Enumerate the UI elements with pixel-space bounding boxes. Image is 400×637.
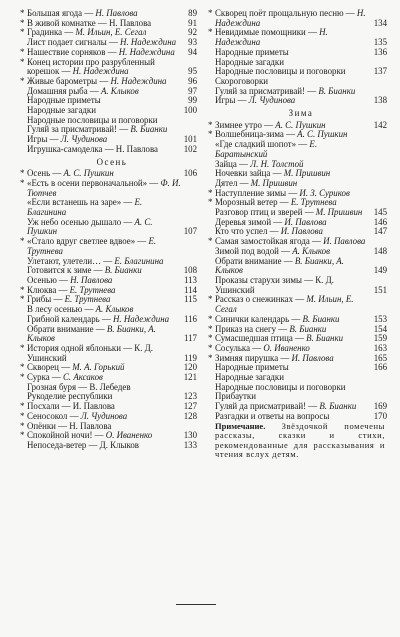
page-number: 93 [188,37,197,48]
entry-author: Е. Трутнева [290,197,337,208]
page-number: 146 [373,216,387,227]
entry-title: Рассказ о снежинках — [215,294,307,305]
asterisk-icon: * [208,187,213,198]
asterisk-icon: * [20,410,25,421]
entry-title: Сеносокол — [27,410,81,421]
page-number: 97 [188,85,197,96]
entry-author: Е. Трутнева [64,294,111,305]
page-number: 165 [373,352,387,363]
page-number: 130 [183,430,197,441]
entry-author: В. Бианки [130,124,168,135]
entry-title: Ночевки зайца — [215,168,284,179]
page-number: 134 [373,17,387,28]
entry-author: Е. Трутнева [69,284,116,295]
entry-author: Н. Надеждина [215,8,366,28]
entry-author: Л. Чудинова [60,134,108,145]
entry-title: Рукоделие республики [27,391,113,402]
page-number: 114 [184,284,197,295]
entry-title: Морозный ветер — [215,197,291,208]
page-number: 95 [188,66,197,77]
entry-title: Спокойной ночи! — [27,430,106,441]
entry-author: О. Иваненко [105,430,153,441]
page-number: 96 [188,75,197,86]
page-number: 145 [373,207,387,218]
entry-title: В лесу осенью — [27,304,96,315]
entry-title: Скороговорки [215,75,269,86]
asterisk-icon: * [208,323,213,334]
page-number: 99 [188,95,197,106]
entry-title: Готовится к зиме — [27,265,105,276]
asterisk-icon: * [20,294,25,305]
page-divider-rule [176,604,216,605]
entry-author: Л. Н. Толстой [250,158,304,169]
entry-title: Игры — [27,134,61,145]
asterisk-icon: * [208,294,213,305]
entry-title: Народные приметы [27,95,101,106]
entry-title: Народные приметы [215,46,289,57]
entry-author: М. А. Горький [72,362,125,373]
entry-author: А. С. Пушкин [297,129,348,140]
entry-title: Осенью — [27,274,71,285]
page-number: 137 [373,66,387,77]
page-number: 147 [373,226,387,237]
entry-author: М. Ильин, Е. Сегал [215,294,354,315]
asterisk-icon: * [20,401,25,412]
asterisk-icon: * [20,362,25,373]
entry-author: И. З. Суриков [299,187,350,198]
asterisk-icon: * [208,342,213,353]
entry-title: «Если встанешь на заре» — [27,197,135,208]
asterisk-icon: * [20,372,25,383]
entry-author: Е. Благинина [114,255,164,266]
asterisk-icon: * [20,168,25,179]
entry-author: Н. Надеждина [113,313,170,324]
entry-title: Зайца — [215,158,251,169]
entry-author: В. Бианки [319,401,357,412]
entry-author: Н. Надеждина [72,66,129,77]
page-number: 115 [184,294,197,305]
entry-title: Грибы — [27,294,65,305]
asterisk-icon: * [20,75,25,86]
page-number: 138 [373,95,387,106]
entry-title: Разговор птиц и зверей — [215,207,316,218]
entry-title: Деревья зимой — [215,216,285,227]
entry-author: Е. Благинина [27,197,143,218]
entry-title: Опёнки — Н. Павлова [27,420,112,431]
page-number: 106 [183,168,197,179]
page-number: 89 [188,8,197,18]
entry-title: Обрати внимание — [215,255,295,266]
entry-title: Наступление зимы — [215,187,300,198]
entry-title: Живые барометры — [27,75,111,86]
entry-author: М. Пришвин [315,207,363,218]
toc-entry [215,140,387,159]
entry-title: Конец истории про разрубленный корешок — [27,56,155,77]
toc-entry [215,257,387,276]
entry-author: Ф. И. Тютчев [27,177,181,198]
entry-author: Л. Чудинова [80,410,128,421]
toc-entry [27,218,197,237]
entry-title: Сурка — [27,372,64,383]
asterisk-icon: * [20,46,25,57]
entry-title: Зимняя пирушка — [215,352,292,363]
toc-entry [215,96,387,106]
entry-title: Народные пословицы и поговорки [27,114,158,125]
page-number: 135 [373,37,387,48]
left-entries-after [20,168,197,450]
asterisk-icon: * [208,352,213,363]
entry-author: М. Пришвин [250,177,298,188]
toc-entry [20,342,197,363]
asterisk-icon: * [20,284,25,295]
page-number: 102 [183,143,197,154]
page-number: 153 [373,313,387,324]
page-number: 123 [183,391,197,402]
footnote-label: Примечание. [215,420,266,431]
entry-title: Синички календарь — [215,313,303,324]
entry-title: Проказы старухи зимы — К. Д. Ушинский [215,274,334,295]
entry-author: Н. Надеждина [110,75,167,86]
entry-title: Народные загадки [27,105,96,116]
toc-right-column [208,8,387,460]
page-number: 163 [373,342,387,353]
entry-title: Гуляй за присматривай! — [215,85,319,96]
entry-author: Л. Чудинова [248,95,296,106]
page-number: 91 [188,17,197,28]
toc-left-column [20,8,197,451]
entry-title: Прибаутки [215,391,256,402]
asterisk-icon: * [208,119,213,130]
entry-title: Игрушка-самоделка — Н. Павлова [27,143,158,154]
asterisk-icon: * [20,420,25,431]
page-number: 148 [373,245,387,256]
entry-title: Народные пословицы и поговорки [215,66,346,77]
page-number: 117 [184,333,197,344]
toc-entry [27,198,197,217]
entry-author: М. Ильин, Е. Сегал [75,27,147,38]
entry-author: С. Аксаков [63,372,103,383]
entry-author: О. Иваненко [263,342,310,353]
asterisk-icon: * [20,177,25,188]
toc-entry [215,276,387,295]
entry-title: Народные пословицы и поговорки [215,381,346,392]
toc-entry [27,145,197,155]
asterisk-icon: * [20,17,25,28]
entry-author: Н. Павлова [95,8,138,18]
footnote [215,422,387,460]
entry-title: Волшебница-зима — [215,129,298,140]
entry-title: Грозная буря — В. Лебедев [27,381,131,392]
entry-author: Е. Трутнева [27,236,157,256]
footnote-text: Звёздочкой помечены рассказы, сказки и стихи, рекомендованные для рассказывания и чтения вслух детям. [215,420,385,460]
entry-author: А. Клыков [292,245,330,256]
entry-author: Н. Надеждина [120,37,177,48]
asterisk-icon: * [208,236,213,247]
page-number: 154 [373,323,387,334]
toc-entry [27,325,197,344]
page-number: 151 [373,284,387,295]
page-number: 170 [373,410,387,421]
page-number: 107 [183,226,197,237]
section-heading-winter: Зима [288,108,314,119]
entry-author: В. Бианки [289,323,327,334]
entry-title: Уж небо осенью дышало — [27,216,135,227]
asterisk-icon: * [208,8,213,18]
entry-author: А. С. Пушкин [63,168,114,179]
entry-author: М. Пришвин [283,168,331,179]
entry-author: Н. Надеждина [118,46,175,57]
entry-title: Нашествие сорняков — [27,46,119,57]
entry-author: Е. Баратынский [215,139,318,159]
entry-author: В. Бианки [318,85,356,96]
entry-author: В. Бианки, А. Клыков [27,323,156,344]
entry-author: И. Павлова [323,236,366,247]
page-number: 121 [183,372,197,383]
asterisk-icon: * [20,8,25,18]
toc-entry [208,8,387,28]
entry-title: Зимнее утро — [215,119,276,130]
page-number: 92 [188,27,197,38]
entry-title: Гуляй за присматривай! — [27,124,131,135]
entry-title: В живой комнатке — Н. Павлова [27,17,152,28]
entry-title: «Стало вдруг светлее вдвое» — [27,236,149,247]
asterisk-icon: * [20,342,25,353]
entry-title: Гуляй да присматривай! — [215,401,320,412]
toc-entry [208,27,387,48]
page-number: 120 [183,362,197,373]
page-number: 142 [373,119,387,130]
right-entries-after [208,119,387,422]
entry-title: Игры — [215,95,249,106]
asterisk-icon: * [208,129,213,140]
entry-title: Лист подает сигналы — [27,37,121,48]
left-entries-before [20,8,197,155]
page-number: 100 [183,105,197,116]
entry-title: Народные загадки [215,56,284,67]
entry-title: «Есть в осени первоначальной» — [27,177,161,188]
entry-author: И. Павлова [284,216,327,227]
entry-title: Большая ягода — [27,8,96,18]
entry-title: Разгадки и ответы на вопросы [215,410,330,421]
toc-entry [20,177,197,198]
asterisk-icon: * [208,313,213,324]
entry-title: Осень — [27,168,64,179]
entry-title: Домашняя рыба — [27,85,101,96]
entry-title: Народные приметы [215,362,289,373]
page-number: 113 [184,274,197,285]
entry-title: «Где сладкий шопот» — [215,139,310,150]
entry-title: Приказ на снегу — [215,323,290,334]
entry-title: Улетают, улетели… — [27,255,115,266]
page-number: 119 [184,352,197,363]
entry-title: Клюква — [27,284,70,295]
entry-author: В. Бианки, А. Клыков [215,255,344,276]
entry-title: Сумасшедшая птица — [215,333,307,344]
entry-author: И. Павлова [291,352,334,363]
entry-title: Скворец — [27,362,73,373]
right-entries-before [208,8,387,106]
page-number: 94 [188,46,197,57]
entry-title: Дятел — [215,177,251,188]
toc-entry [20,56,197,77]
entry-author: И. Павлова [280,226,323,237]
asterisk-icon: * [208,333,213,344]
entry-title: Градинка — [27,27,76,38]
entry-author: А. С. Пушкин [27,216,153,237]
toc-entry [27,441,197,451]
toc-entry [20,236,197,256]
entry-title: Сосулька — [215,342,264,353]
page-number: 133 [183,439,197,450]
asterisk-icon: * [208,197,213,208]
entry-title: Посхали — И. Павлова [27,401,115,412]
entry-title: Самая замостойкая ягода — [215,236,324,247]
page-number: 159 [373,333,387,344]
asterisk-icon: * [20,56,25,67]
page-number: 169 [373,401,387,412]
toc-entry [208,294,387,315]
entry-author: В. Бианки [104,265,142,276]
asterisk-icon: * [20,430,25,441]
page-number: 166 [373,362,387,373]
asterisk-icon: * [208,27,213,38]
page-number: 116 [184,313,197,324]
section-heading-autumn: Осень [96,156,128,167]
entry-author: Н. Павлова [70,274,113,285]
entry-author: А. С. Пушкин [275,119,326,130]
entry-title: Зимой под водой — [215,245,293,256]
entry-title: Обрати внимание — [27,323,107,334]
entry-title: Грибной календарь — [27,313,113,324]
entry-author: В. Бианки [302,313,340,324]
page-number: 101 [183,134,197,145]
asterisk-icon: * [20,27,25,38]
entry-title: История одной яблоньки — К. Д. Ушинский [27,342,153,363]
page-number: 127 [183,401,197,412]
entry-title: Непоседа-ветер — Д. Клыков [27,439,139,450]
entry-title: Невидимые помощники — [215,27,320,38]
entry-title: Кто что успел — [215,226,281,237]
toc-entry [215,412,387,422]
entry-author: В. Бианки [306,333,344,344]
page-number: 149 [373,265,387,276]
asterisk-icon: * [20,236,25,247]
page-number: 108 [183,265,197,276]
entry-author: А. Клыков [100,85,139,96]
entry-title: Народные загадки [215,372,284,383]
page-number: 128 [183,410,197,421]
entry-author: Н. Надеждина [215,27,328,48]
entry-title: Скворец поёт прощальную песню — [215,8,357,18]
page-number: 136 [373,46,387,57]
entry-author: А. Клыков [95,304,134,315]
